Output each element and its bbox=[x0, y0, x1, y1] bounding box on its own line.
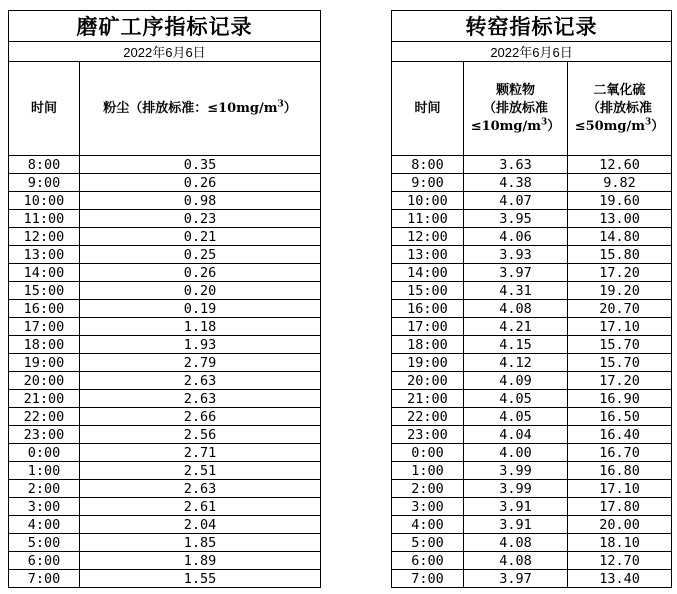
table-row bbox=[392, 480, 672, 498]
table-row bbox=[9, 372, 321, 390]
kiln-table-title: 转窑指标记录 bbox=[392, 11, 672, 42]
kiln-col-time-header: 时间 bbox=[392, 62, 464, 156]
table-row bbox=[392, 300, 672, 318]
kiln-cell-pm: 3.91 bbox=[464, 516, 568, 534]
table-row bbox=[392, 336, 672, 354]
particulate-header-standard: （排放标准≤10mg/m bbox=[470, 100, 548, 134]
kiln-cell-so2: 16.80 bbox=[568, 462, 672, 480]
kiln-cell-pm: 4.06 bbox=[464, 228, 568, 246]
grinding-cell-dust: 0.26 bbox=[80, 174, 321, 192]
table-row bbox=[392, 354, 672, 372]
grinding-cell-time: 22:00 bbox=[9, 408, 80, 426]
kiln-cell-so2: 17.80 bbox=[568, 498, 672, 516]
kiln-cell-so2: 16.90 bbox=[568, 390, 672, 408]
kiln-cell-time: 2:00 bbox=[392, 480, 464, 498]
kiln-record-table bbox=[391, 10, 672, 588]
table-row bbox=[392, 210, 672, 228]
grinding-cell-dust: 1.18 bbox=[80, 318, 321, 336]
kiln-cell-pm: 4.21 bbox=[464, 318, 568, 336]
grinding-cell-dust: 2.79 bbox=[80, 354, 321, 372]
grinding-cell-time: 9:00 bbox=[9, 174, 80, 192]
kiln-cell-time: 18:00 bbox=[392, 336, 464, 354]
grinding-cell-dust: 0.98 bbox=[80, 192, 321, 210]
kiln-cell-pm: 3.99 bbox=[464, 480, 568, 498]
grinding-cell-dust: 0.23 bbox=[80, 210, 321, 228]
kiln-cell-so2: 18.10 bbox=[568, 534, 672, 552]
table-row bbox=[392, 156, 672, 174]
table-row bbox=[9, 264, 321, 282]
grinding-cell-dust: 2.63 bbox=[80, 372, 321, 390]
kiln-cell-so2: 16.70 bbox=[568, 444, 672, 462]
grinding-cell-time: 14:00 bbox=[9, 264, 80, 282]
grinding-cell-dust: 2.04 bbox=[80, 516, 321, 534]
so2-header-superscript: 3 bbox=[645, 117, 652, 128]
grinding-cell-dust: 0.35 bbox=[80, 156, 321, 174]
kiln-cell-time: 6:00 bbox=[392, 552, 464, 570]
grinding-cell-time: 16:00 bbox=[9, 300, 80, 318]
kiln-cell-pm: 3.91 bbox=[464, 498, 568, 516]
kiln-cell-so2: 9.82 bbox=[568, 174, 672, 192]
kiln-cell-so2: 12.60 bbox=[568, 156, 672, 174]
kiln-cell-time: 17:00 bbox=[392, 318, 464, 336]
table-row bbox=[9, 498, 321, 516]
kiln-cell-so2: 14.80 bbox=[568, 228, 672, 246]
kiln-cell-so2: 17.20 bbox=[568, 264, 672, 282]
kiln-cell-pm: 4.31 bbox=[464, 282, 568, 300]
kiln-cell-so2: 20.70 bbox=[568, 300, 672, 318]
grinding-cell-dust: 1.85 bbox=[80, 534, 321, 552]
table-row bbox=[392, 570, 672, 588]
grinding-cell-time: 15:00 bbox=[9, 282, 80, 300]
kiln-cell-time: 0:00 bbox=[392, 444, 464, 462]
grinding-cell-time: 0:00 bbox=[9, 444, 80, 462]
grinding-table-date: 2022年6月6日 bbox=[9, 42, 321, 62]
table-row bbox=[392, 318, 672, 336]
table-row bbox=[9, 228, 321, 246]
kiln-col-so2-header bbox=[568, 62, 672, 156]
kiln-cell-pm: 3.97 bbox=[464, 264, 568, 282]
kiln-cell-time: 7:00 bbox=[392, 570, 464, 588]
so2-header-close: ） bbox=[651, 118, 665, 134]
kiln-cell-pm: 3.99 bbox=[464, 462, 568, 480]
table-row bbox=[9, 480, 321, 498]
particulate-header-name: 颗粒物 bbox=[495, 82, 535, 98]
kiln-cell-pm: 4.08 bbox=[464, 300, 568, 318]
kiln-cell-pm: 3.97 bbox=[464, 570, 568, 588]
kiln-cell-so2: 15.80 bbox=[568, 246, 672, 264]
grinding-cell-time: 7:00 bbox=[9, 570, 80, 588]
kiln-cell-pm: 4.15 bbox=[464, 336, 568, 354]
kiln-cell-pm: 4.04 bbox=[464, 426, 568, 444]
kiln-cell-time: 10:00 bbox=[392, 192, 464, 210]
table-row bbox=[392, 372, 672, 390]
kiln-cell-pm: 4.00 bbox=[464, 444, 568, 462]
kiln-cell-so2: 19.20 bbox=[568, 282, 672, 300]
kiln-cell-pm: 4.07 bbox=[464, 192, 568, 210]
grinding-cell-dust: 0.26 bbox=[80, 264, 321, 282]
kiln-cell-pm: 4.08 bbox=[464, 552, 568, 570]
grinding-col-time-header: 时间 bbox=[9, 62, 80, 156]
kiln-cell-so2: 16.40 bbox=[568, 426, 672, 444]
grinding-cell-dust: 1.93 bbox=[80, 336, 321, 354]
table-row bbox=[392, 516, 672, 534]
table-row bbox=[9, 552, 321, 570]
table-row bbox=[392, 552, 672, 570]
kiln-cell-so2: 13.40 bbox=[568, 570, 672, 588]
kiln-cell-so2: 12.70 bbox=[568, 552, 672, 570]
kiln-cell-time: 15:00 bbox=[392, 282, 464, 300]
table-row bbox=[9, 336, 321, 354]
grinding-cell-time: 6:00 bbox=[9, 552, 80, 570]
grinding-cell-time: 20:00 bbox=[9, 372, 80, 390]
kiln-cell-pm: 4.09 bbox=[464, 372, 568, 390]
table-row bbox=[9, 444, 321, 462]
grinding-cell-dust: 0.21 bbox=[80, 228, 321, 246]
kiln-cell-pm: 4.38 bbox=[464, 174, 568, 192]
table-row bbox=[9, 354, 321, 372]
kiln-cell-time: 13:00 bbox=[392, 246, 464, 264]
table-row bbox=[9, 426, 321, 444]
table-row bbox=[9, 516, 321, 534]
kiln-cell-time: 4:00 bbox=[392, 516, 464, 534]
kiln-cell-time: 14:00 bbox=[392, 264, 464, 282]
table-row bbox=[392, 444, 672, 462]
grinding-col-dust-header bbox=[80, 62, 321, 156]
kiln-cell-time: 1:00 bbox=[392, 462, 464, 480]
grinding-cell-dust: 2.63 bbox=[80, 390, 321, 408]
kiln-cell-so2: 17.20 bbox=[568, 372, 672, 390]
kiln-cell-time: 22:00 bbox=[392, 408, 464, 426]
kiln-cell-time: 19:00 bbox=[392, 354, 464, 372]
kiln-cell-time: 3:00 bbox=[392, 498, 464, 516]
grinding-cell-time: 2:00 bbox=[9, 480, 80, 498]
grinding-cell-time: 5:00 bbox=[9, 534, 80, 552]
grinding-cell-time: 11:00 bbox=[9, 210, 80, 228]
kiln-cell-pm: 4.05 bbox=[464, 390, 568, 408]
table-row bbox=[9, 174, 321, 192]
kiln-cell-so2: 20.00 bbox=[568, 516, 672, 534]
grinding-cell-time: 4:00 bbox=[9, 516, 80, 534]
table-row bbox=[392, 408, 672, 426]
kiln-cell-so2: 17.10 bbox=[568, 480, 672, 498]
table-row bbox=[392, 246, 672, 264]
grinding-table-title: 磨矿工序指标记录 bbox=[9, 11, 321, 42]
grinding-cell-dust: 2.51 bbox=[80, 462, 321, 480]
table-row bbox=[9, 462, 321, 480]
table-row bbox=[392, 462, 672, 480]
kiln-table-date: 2022年6月6日 bbox=[392, 42, 672, 62]
grinding-cell-dust: 2.56 bbox=[80, 426, 321, 444]
table-row bbox=[392, 192, 672, 210]
grinding-cell-dust: 0.20 bbox=[80, 282, 321, 300]
table-row bbox=[392, 174, 672, 192]
grinding-cell-dust: 0.19 bbox=[80, 300, 321, 318]
grinding-cell-time: 8:00 bbox=[9, 156, 80, 174]
table-row bbox=[9, 408, 321, 426]
kiln-cell-time: 8:00 bbox=[392, 156, 464, 174]
grinding-cell-time: 12:00 bbox=[9, 228, 80, 246]
table-row bbox=[9, 282, 321, 300]
kiln-cell-time: 11:00 bbox=[392, 210, 464, 228]
grinding-cell-dust: 1.89 bbox=[80, 552, 321, 570]
grinding-cell-time: 21:00 bbox=[9, 390, 80, 408]
grinding-cell-dust: 2.61 bbox=[80, 498, 321, 516]
table-row bbox=[9, 300, 321, 318]
grinding-cell-dust: 2.71 bbox=[80, 444, 321, 462]
kiln-cell-time: 23:00 bbox=[392, 426, 464, 444]
dust-header-text: 粉尘（排放标准：≤10mg/m bbox=[103, 100, 278, 116]
kiln-cell-time: 9:00 bbox=[392, 174, 464, 192]
grinding-cell-time: 3:00 bbox=[9, 498, 80, 516]
table-row bbox=[9, 210, 321, 228]
table-row bbox=[9, 570, 321, 588]
grinding-cell-dust: 2.63 bbox=[80, 480, 321, 498]
table-row bbox=[392, 390, 672, 408]
kiln-col-particulate-header bbox=[464, 62, 568, 156]
kiln-cell-time: 5:00 bbox=[392, 534, 464, 552]
kiln-cell-time: 12:00 bbox=[392, 228, 464, 246]
kiln-cell-so2: 13.00 bbox=[568, 210, 672, 228]
kiln-cell-so2: 15.70 bbox=[568, 354, 672, 372]
kiln-cell-time: 21:00 bbox=[392, 390, 464, 408]
kiln-cell-so2: 17.10 bbox=[568, 318, 672, 336]
kiln-cell-pm: 3.95 bbox=[464, 210, 568, 228]
grinding-record-table bbox=[8, 10, 321, 588]
grinding-cell-time: 23:00 bbox=[9, 426, 80, 444]
kiln-cell-pm: 4.05 bbox=[464, 408, 568, 426]
grinding-cell-dust: 0.25 bbox=[80, 246, 321, 264]
so2-header-standard: （排放标准≤50mg/m bbox=[574, 100, 653, 134]
kiln-cell-pm: 4.12 bbox=[464, 354, 568, 372]
kiln-cell-pm: 4.08 bbox=[464, 534, 568, 552]
grinding-cell-time: 18:00 bbox=[9, 336, 80, 354]
particulate-header-superscript: 3 bbox=[541, 117, 548, 128]
table-row bbox=[9, 192, 321, 210]
grinding-cell-time: 19:00 bbox=[9, 354, 80, 372]
grinding-cell-time: 13:00 bbox=[9, 246, 80, 264]
table-row bbox=[392, 228, 672, 246]
grinding-cell-time: 10:00 bbox=[9, 192, 80, 210]
table-row bbox=[392, 498, 672, 516]
table-row bbox=[392, 534, 672, 552]
table-row bbox=[392, 282, 672, 300]
table-row bbox=[9, 246, 321, 264]
table-row bbox=[392, 426, 672, 444]
table-row bbox=[9, 534, 321, 552]
dust-header-superscript: 3 bbox=[277, 99, 284, 110]
kiln-cell-time: 16:00 bbox=[392, 300, 464, 318]
table-row bbox=[9, 318, 321, 336]
kiln-cell-pm: 3.93 bbox=[464, 246, 568, 264]
grinding-cell-time: 1:00 bbox=[9, 462, 80, 480]
particulate-header-close: ） bbox=[547, 118, 561, 134]
grinding-cell-time: 17:00 bbox=[9, 318, 80, 336]
kiln-cell-time: 20:00 bbox=[392, 372, 464, 390]
kiln-cell-so2: 19.60 bbox=[568, 192, 672, 210]
dust-header-close: ） bbox=[283, 100, 297, 116]
kiln-cell-so2: 16.50 bbox=[568, 408, 672, 426]
so2-header-name: 二氧化硫 bbox=[593, 82, 646, 98]
table-row bbox=[9, 156, 321, 174]
table-row bbox=[9, 390, 321, 408]
table-row bbox=[392, 264, 672, 282]
kiln-cell-so2: 15.70 bbox=[568, 336, 672, 354]
grinding-cell-dust: 2.66 bbox=[80, 408, 321, 426]
kiln-cell-pm: 3.63 bbox=[464, 156, 568, 174]
grinding-cell-dust: 1.55 bbox=[80, 570, 321, 588]
